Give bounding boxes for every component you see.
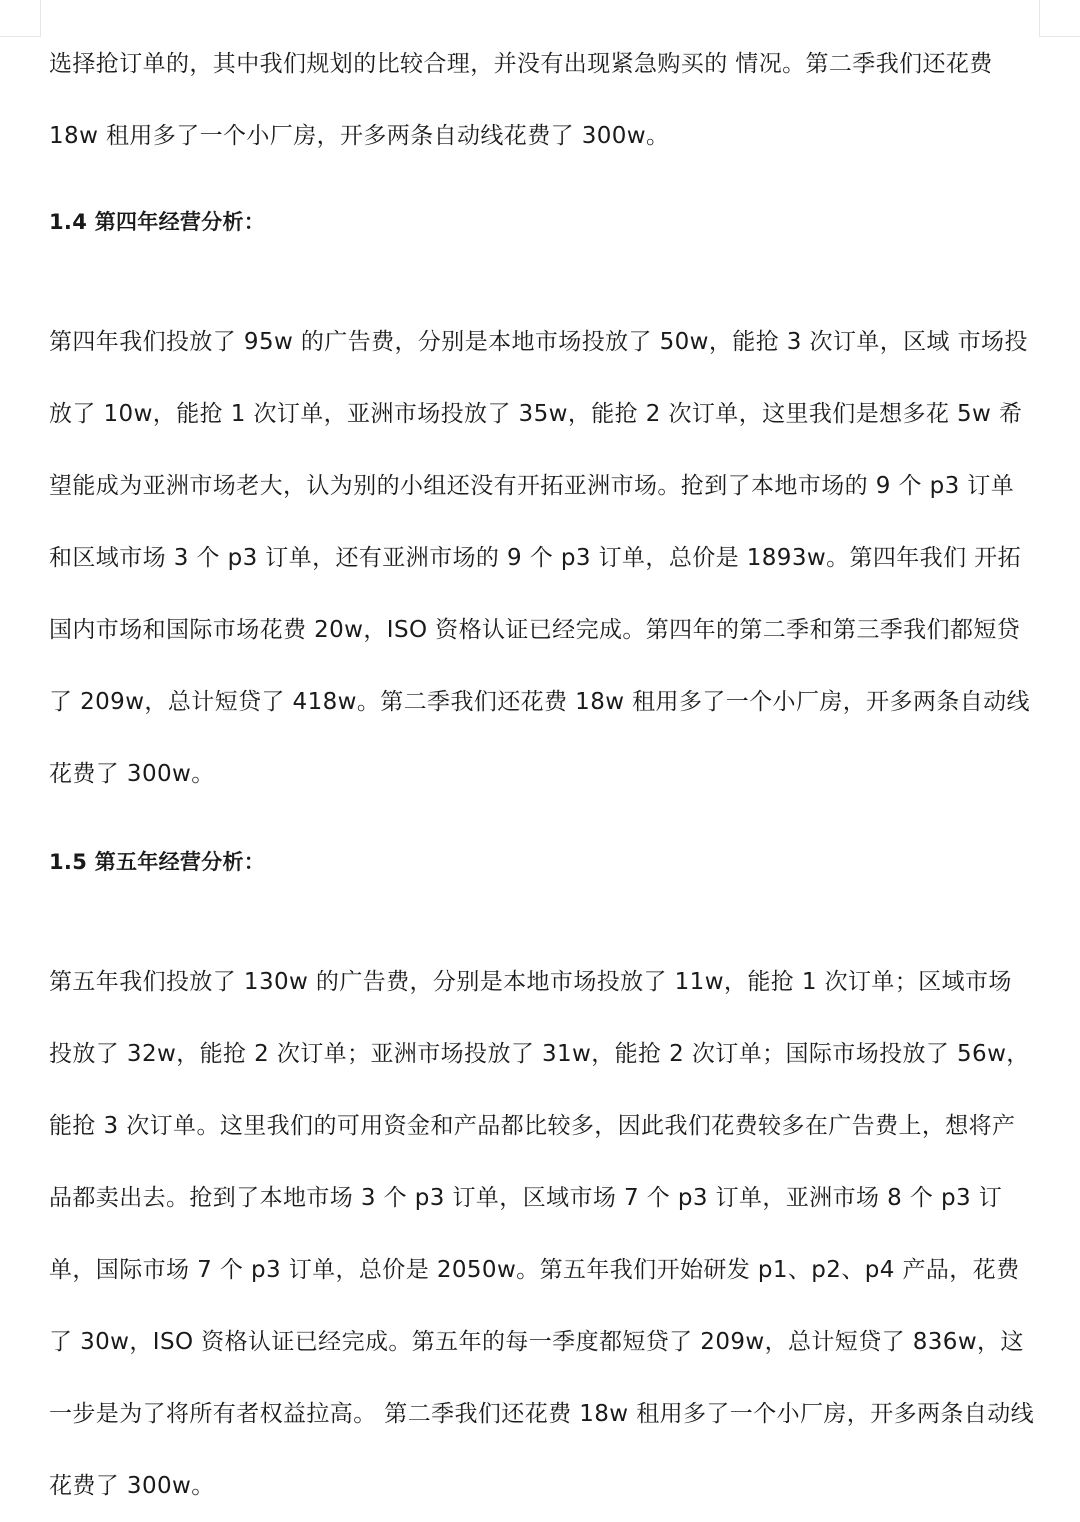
document-body bbox=[49, 0, 1034, 1522]
page-corner-mark-right bbox=[1039, 0, 1080, 37]
intro-paragraph: 选择抢订单的，其中我们规划的比较合理，并没有出现紧急购买的 情况。第二季我们还花费 18w 租用多了一个小厂房，开多两条自动线花费了 300w。 bbox=[49, 51, 993, 149]
page-corner-mark-left bbox=[0, 0, 41, 37]
section-body-year-4: 第四年我们投放了 95w 的广告费，分别是本地市场投放了 50w，能抢 3 次订单，区域 市场投放了 10w，能抢 1 次订单，亚洲市场投放了 35w，能抢 2 次订单，这里我们是想多花 5w 希望能成为亚洲市场老大，认为别的小组还没有开拓亚洲市场。抢到了本地市场的 9 个 p3 订单和区域市场 3 个 p3 订单，还有亚洲市场的 9 个 p3 订单，总价是 1893w。第四年我们 开拓国内市场和国际市场花费 20w，ISO 资格认证已经完成。第四年的第二季和第三季我们都短贷了 209w，总计短贷了 418w。第二季我们还花费 18w 租用多了一个小厂房，开多两条自动线花费了 300w。 bbox=[49, 329, 1030, 787]
section-body-year-5: 第五年我们投放了 130w 的广告费，分别是本地市场投放了 11w，能抢 1 次订单；区域市场投放了 32w，能抢 2 次订单；亚洲市场投放了 31w，能抢 2 次订单；国际市场投放了 56w，能抢 3 次订单。这里我们的可用资金和产品都比较多，因此我们花费较多在广告费上，想将产品都卖出去。抢到了本地市场 3 个 p3 订单，区域市场 7 个 p3 订单，亚洲市场 8 个 p3 订单，国际市场 7 个 p3 订单，总价是 2050w。第五年我们开始研发 p1、p2、p4 产品，花费了 30w，ISO 资格认证已经完成。第五年的每一季度都短贷了 209w，总计短贷了 836w，这一步是为了将所有者权益拉高。 第二季我们还花费 18w 租用多了一个小厂房，开多两条自动线花费了 300w。 bbox=[49, 969, 1035, 1499]
section-heading-year-5: 1.5 第五年经营分析： bbox=[49, 850, 266, 874]
section-heading-year-4: 1.4 第四年经营分析： bbox=[49, 210, 266, 234]
